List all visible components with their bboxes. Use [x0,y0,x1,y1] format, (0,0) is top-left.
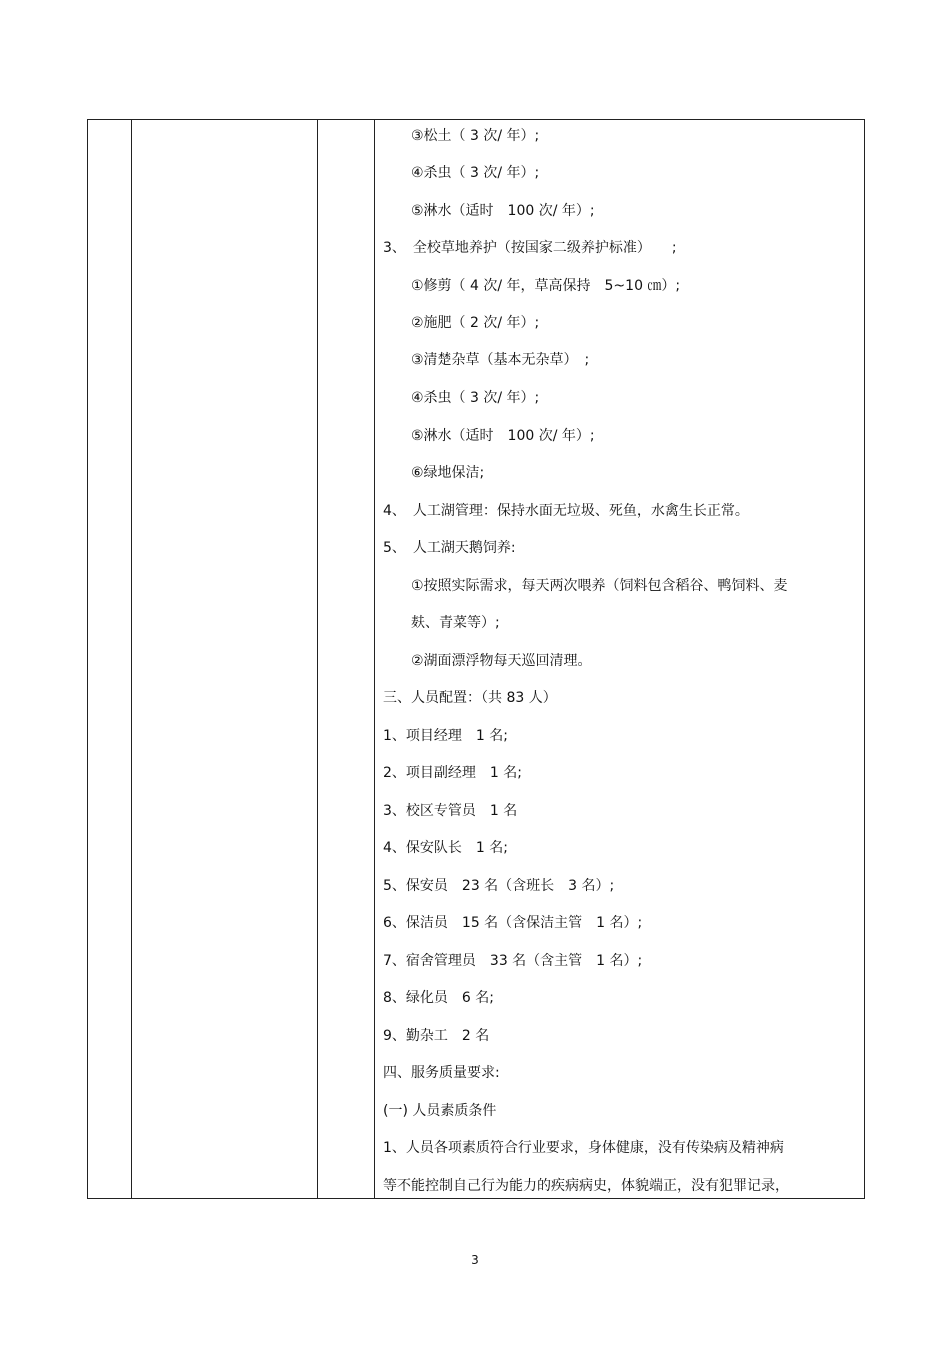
table-text-cell [375,120,864,1198]
text-line: 2、项目副经理 1 名; [383,765,522,781]
text-line: 7、宿舍管理员 33 名（含主管 1 名）; [383,953,643,969]
text-line: ③松土（ 3 次/ 年）; [411,128,540,144]
text-line: ⑥绿地保洁; [411,465,485,481]
text-line: ③清楚杂草（基本无杂草） ; [411,352,590,368]
page-number: 3 [471,1253,479,1267]
text-line: 4、保安队长 1 名; [383,840,508,856]
text-line: 3、 全校草地养护（按国家二级养护标准） ; [383,240,677,256]
text-line: 1、人员各项素质符合行业要求，身体健康，没有传染病及精神病 [383,1140,784,1156]
text-line: 9、勤杂工 2 名 [383,1028,490,1044]
text-line: 三、人员配置：（共 83 人） [383,690,557,706]
text-line: 四、服务质量要求: [383,1065,500,1081]
content-table [87,119,865,1199]
table-column-divider [131,120,132,1198]
text-line: ⑤淋水（适时 100 次/ 年）; [411,203,595,219]
text-line: ④杀虫（ 3 次/ 年）; [411,390,540,406]
text-line: 5、保安员 23 名（含班长 3 名）; [383,878,615,894]
table-column-divider [317,120,318,1198]
text-line: ②湖面漂浮物每天巡回清理。 [411,653,592,669]
text-line: ①按照实际需求，每天两次喂养（饲料包含稻谷、鸭饲料、麦 [411,578,788,594]
text-line: 等不能控制自己行为能力的疾病病史，体貌端正，没有犯罪记录， [383,1178,789,1194]
text-line: 3、校区专管员 1 名 [383,803,518,819]
text-line: 麸、青菜等）; [411,615,500,631]
text-line: 6、保洁员 15 名（含保洁主管 1 名）; [383,915,643,931]
text-line: (一) 人员素质条件 [383,1103,497,1119]
text-line: 8、绿化员 6 名; [383,990,494,1006]
text-line: ⑤淋水（适时 100 次/ 年）; [411,428,595,444]
text-line: 4、 人工湖管理：保持水面无垃圾、死鱼，水禽生长正常。 [383,503,749,519]
text-line: ①修剪（ 4 次/ 年，草高保持 5~10 ㎝）; [411,278,681,294]
text-line: 5、 人工湖天鹅饲养: [383,540,516,556]
text-line: 1、项目经理 1 名; [383,728,508,744]
text-line: ④杀虫（ 3 次/ 年）; [411,165,540,181]
text-line: ②施肥（ 2 次/ 年）; [411,315,540,331]
